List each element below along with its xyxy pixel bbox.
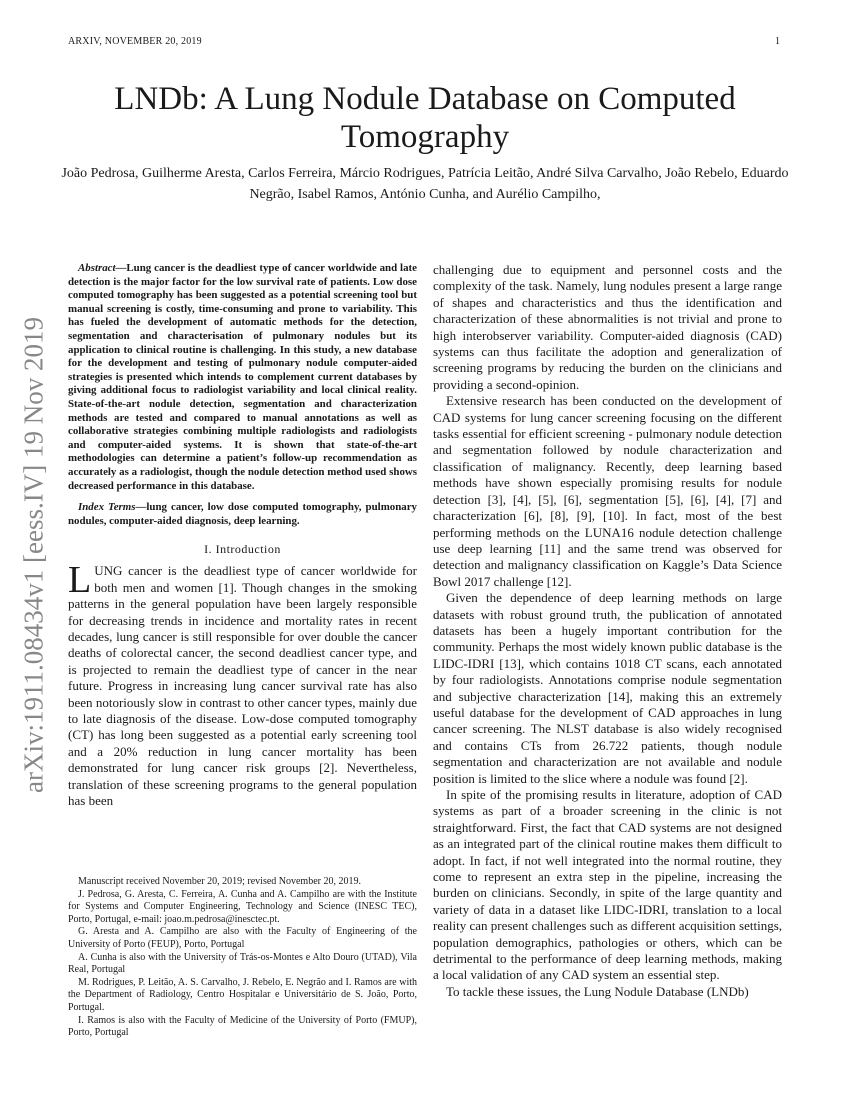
footnote: A. Cunha is also with the University of Trás-os-Montes e Alto Douro (UTAD), Vila Real, Portugal (68, 951, 417, 976)
left-column (68, 262, 417, 809)
index-terms (68, 501, 417, 528)
abstract-label: Abstract (78, 262, 116, 274)
right-column (433, 262, 782, 1000)
arxiv-side-stamp (4, 285, 64, 825)
footnote: Manuscript received November 20, 2019; revised November 20, 2019. (78, 876, 361, 887)
author-list: João Pedrosa, Guilherme Aresta, Carlos Ferreira, Márcio Rodrigues, Patrícia Leitão, André Silva Carvalho, João Rebelo, Eduardo Negrão, Isabel Ramos, António Cunha, and Aurélio Campilho, (61, 166, 789, 202)
index-terms-label: Index Terms (78, 501, 136, 514)
body-paragraph: Given the dependence of deep learning methods on large datasets with robust ground truth, the publication of annotated datasets has been a hugely important contribution for the community. Perhaps the most widely known public database is the LIDC-IDRI [13], which contains 1018 CT scans, each annotated by four radiologists. Annotations comprise nodule segmentation and subjective characterization [14], making this an extremely useful database for the development of CAD approaches in lung cancer screening. The NLST database is also widely recognised and contains CTs from 26.722 patients, though nodule segmentation and characterization are not available and nodule position is limited to the slice where a nodule was found [2]. (433, 590, 782, 786)
section-heading-introduction: I. Introduction (204, 542, 281, 557)
abstract-text: —Lung cancer is the deadliest type of cancer worldwide and late detection is the major factor for the low survival rate of patients. Low dose computed tomography has been suggested as a potential screening tool but manual screening is costly, time-consuming and prone to variability. This has fueled the development of automatic methods for the detection, segmentation and characterisation of pulmonary nodules but its application to clinical routine is challenging. In this study, a new database for the development and testing of pulmonary nodule computer-aided strategies is presented which intends to complement current databases by giving additional focus to radiologist variability and local clinical reality. State-of-the-art nodule detection, segmentation and characterization methods are tested and compared to manual annotations as well as collaborative strategies combining multiple radiologists and radiologists and computer-aided systems. It is shown that state-of-the-art methodologies can determine a patient’s follow-up recommendation as accurately as a radiologist, though the nodule detection method used shows decreased performance in this database. (68, 262, 417, 492)
footnotes (68, 876, 417, 1040)
arxiv-identifier: arXiv:1911.08434v1 [eess.IV] 19 Nov 2019 (18, 317, 49, 793)
drop-cap: L (68, 559, 92, 602)
body-paragraph: challenging due to equipment and personnel costs and the complexity of the task. Namely, lung nodules present a large range of shapes and characteristics and thus the identification and characterization of these abnormalities is not trivial and prone to high interobserver variability. Computer-aided diagnosis (CAD) systems can thus facilitate the adoption and generalization of screening programs by reducing the burden on the clinicians and providing a second-opinion. (433, 262, 782, 392)
footnote: J. Pedrosa, G. Aresta, C. Ferreira, A. Cunha and A. Campilho are with the Institute for Systems and Computer Engineering, Technology and Science (INESC TEC), Porto, Portugal, e-mail: joao.m.pedrosa@inesctec.pt. (68, 888, 417, 925)
intro-paragraph-text: UNG cancer is the deadliest type of cancer worldwide for both men and women [1]. Though changes in the smoking patterns in the general population have been largely responsible for decreasing trends in incidence and mortality rates in recent decades, lung cancer is still responsible for over double the cancer deaths of colorectal cancer, the second deadliest cancer type, and is projected to remain the deadliest type of cancer in the near future. Progress in increasing lung cancer survival rate has also been notoriously slow in contrast to other cancer types, mainly due to late diagnosis of the disease. Low-dose computed tomography (CT) has long been suggested as a potential early screening tool and a 20% reduction in lung cancer mortality has been demonstrated for lung cancer risk groups [2]. Nevertheless, translation of these screening programs to the general population has been (68, 563, 417, 808)
body-paragraph: In spite of the promising results in literature, adoption of CAD systems as part of a broader screening in the clinic is not straightforward. First, the fact that CAD systems are not designed as an integrated part of the clinical routine makes them difficult to adopt. In fact, if not well integrated into the normal routine, they come to represent an extra step in the pipeline, increasing the burden on clinicians. Secondly, in spite of the large quantity and variety of data in a dataset like LIDC-IDRI, translation to a local reality can present challenges such as different acquisition settings, population demographics, pathologies or others, which can be detrimental to the performance of deep learning methods, making a local validation of any CAD system an essential step. (433, 787, 782, 983)
paper-title: LNDb: A Lung Nodule Database on Computed Tomography (114, 81, 736, 155)
body-paragraph: To tackle these issues, the Lung Nodule Database (LNDb) (446, 983, 749, 999)
footnote: I. Ramos is also with the Faculty of Medicine of the University of Porto (FMUP), Porto, Portugal (68, 1014, 417, 1039)
running-header: ARXIV, NOVEMBER 20, 2019 (68, 36, 202, 47)
intro-paragraph (68, 559, 417, 809)
footnote: M. Rodrigues, P. Leitão, A. S. Carvalho, J. Rebelo, E. Negrão and I. Ramos are with the Department of Radiology, Centro Hospitalar e Universitário de S. João, Porto, Portugal. (68, 976, 417, 1013)
abstract (68, 262, 417, 493)
index-terms-text: —lung cancer, low dose computed tomography, pulmonary nodules, computer-aided diagnosis, deep learning. (68, 501, 417, 527)
page-number: 1 (775, 36, 780, 47)
body-paragraph: Extensive research has been conducted on the development of CAD systems for lung cancer screening focusing on the different tasks essential for efficient screening - pulmonary nodule detection and segmentation followed by nodule characterization and classification of malignancy. Recently, deep learning based methods have shown especially promising results for nodule detection [3], [4], [5], [6], segmentation [5], [6], [4], [7] and characterization [6], [8], [9], [10]. In fact, most of the best performing methods on the LUNA16 nodule detection challenge use deep learning [11] and the same trend was observed for detection and malignancy classification on Kaggle’s Data Science Bowl 2017 challenge [12]. (433, 393, 782, 589)
footnote: G. Aresta and A. Campilho are also with the Faculty of Engineering of the University of Porto (FEUP), Porto, Portugal (68, 926, 417, 950)
